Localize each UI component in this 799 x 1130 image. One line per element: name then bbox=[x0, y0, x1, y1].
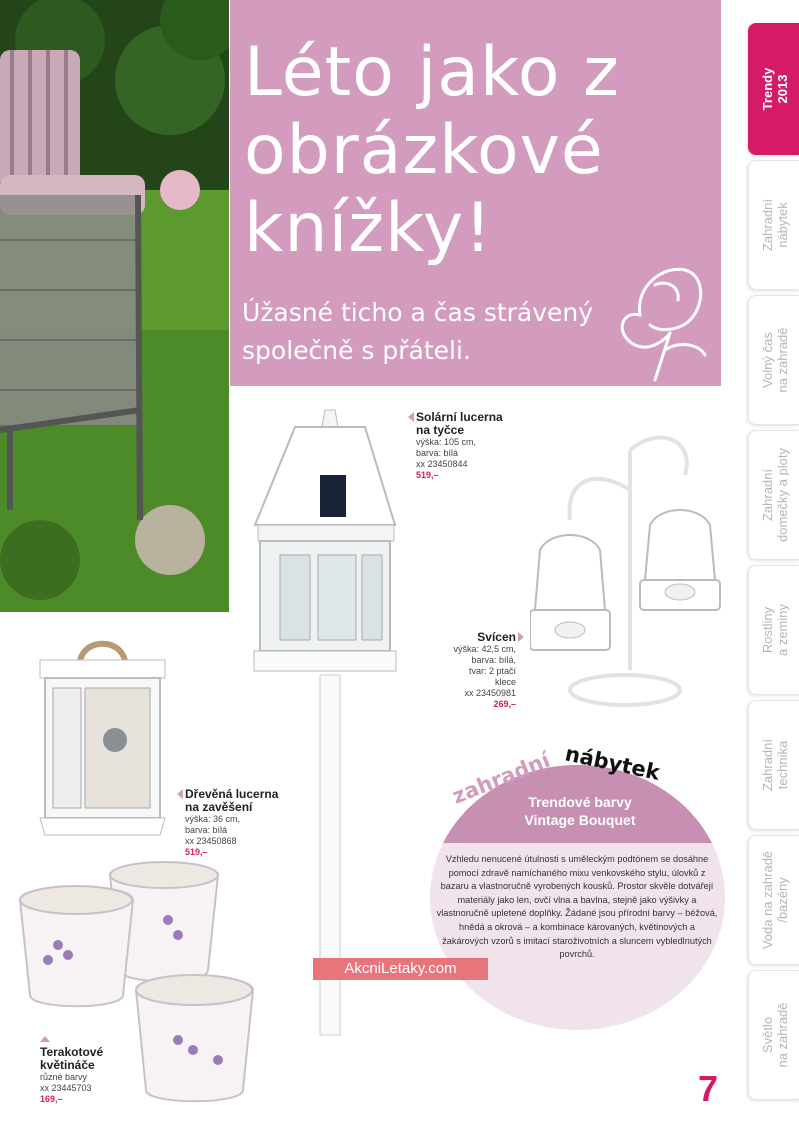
tab-label: Zahradní nábytek bbox=[759, 198, 790, 252]
product-spec: různé barvy xx 23445703 bbox=[40, 1072, 92, 1093]
tab-garden-light[interactable] bbox=[748, 970, 799, 1100]
tab-garden-furniture[interactable] bbox=[748, 160, 799, 290]
pointer-arrow-icon bbox=[40, 1036, 50, 1042]
product-price: 269,– bbox=[493, 699, 516, 709]
info-circle-body: Vzhledu nenucené útulnosti s uměleckým podtónem se dosáhne pomocí zdravě namíchaného mixu venkovského stylu, úlovků z bazaru a vlastnoručně vyrobených kousků. Prostor skvěle dotvářejí materiály jako len, ovčí vlna a bavlna, stejně jako výšivky a vlastnoručně upletené doplňky. Žádané jsou přírodní barvy – béžová, hnědá a okrová – a kombinace károvaných, květinových a žakárových vzorů s imitací staroživotních a sluncem vybledlnutých povrchů. bbox=[436, 854, 718, 960]
page-number: 7 bbox=[698, 1068, 719, 1109]
section-label bbox=[440, 722, 680, 814]
tab-garden-tech[interactable] bbox=[748, 700, 799, 830]
product-spec: výška: 42,5 cm, barva: bílá, tvar: 2 ptačí klece xx 23450981 bbox=[453, 644, 516, 698]
tab-garden-houses[interactable] bbox=[748, 430, 799, 560]
tab-label: Rostliny a zeminy bbox=[759, 603, 790, 657]
tab-label: Volný čas na zahradě bbox=[759, 327, 790, 393]
page-headline: Léto jako z obrázkové knížky! bbox=[244, 33, 620, 268]
pointer-arrow-icon bbox=[177, 789, 183, 799]
tab-trendy-2013[interactable] bbox=[748, 23, 799, 155]
tab-leisure[interactable] bbox=[748, 295, 799, 425]
tab-label: Zahradní technika bbox=[759, 738, 790, 792]
page-subheadline: Úžasné ticho a čas strávený společně s přáteli. bbox=[242, 298, 594, 365]
rose-icon bbox=[610, 255, 720, 385]
product-name: Terakotové květináče bbox=[40, 1045, 104, 1072]
product-spec: výška: 36 cm, barva: bílá xx 23450868 bbox=[185, 814, 241, 846]
tab-label: Zahradní domečky a ploty bbox=[759, 448, 790, 542]
product-price: 519,– bbox=[416, 470, 439, 480]
candle-holder-label bbox=[440, 631, 516, 710]
product-price: 169,– bbox=[40, 1094, 63, 1104]
product-name: Solární lucerna na tyčce bbox=[416, 410, 503, 437]
tab-label: Trendy 2013 bbox=[759, 67, 790, 111]
flower-pots-label bbox=[40, 1046, 130, 1105]
product-spec: výška: 105 cm, barva: bílá xx 23450844 bbox=[416, 437, 477, 469]
solar-lantern-label bbox=[416, 411, 536, 481]
pointer-arrow-icon bbox=[408, 412, 414, 422]
solar-lantern-image bbox=[250, 405, 400, 1045]
product-price: 519,– bbox=[185, 847, 208, 857]
product-name: Svícen bbox=[477, 630, 516, 644]
watermark: AkcniLetaky.com bbox=[313, 958, 488, 980]
info-circle-title: Trendové barvy Vintage Bouquet bbox=[524, 794, 636, 828]
tab-label: Voda na zahradě /bazény bbox=[759, 850, 790, 950]
product-name: Dřevěná lucerna na zavěšení bbox=[185, 787, 279, 814]
wooden-lantern-image bbox=[35, 630, 170, 845]
wooden-lantern-label bbox=[185, 788, 305, 858]
garden-chair-photo bbox=[0, 0, 229, 612]
tab-water-pools[interactable] bbox=[748, 835, 799, 965]
pointer-arrow-icon bbox=[518, 632, 524, 642]
candle-holder-image bbox=[530, 430, 730, 720]
section-label-part2: nábytek bbox=[562, 741, 662, 785]
tab-plants[interactable] bbox=[748, 565, 799, 695]
section-label-part1: zahradní bbox=[448, 747, 554, 809]
tab-label: Světlo na zahradě bbox=[759, 1002, 790, 1068]
